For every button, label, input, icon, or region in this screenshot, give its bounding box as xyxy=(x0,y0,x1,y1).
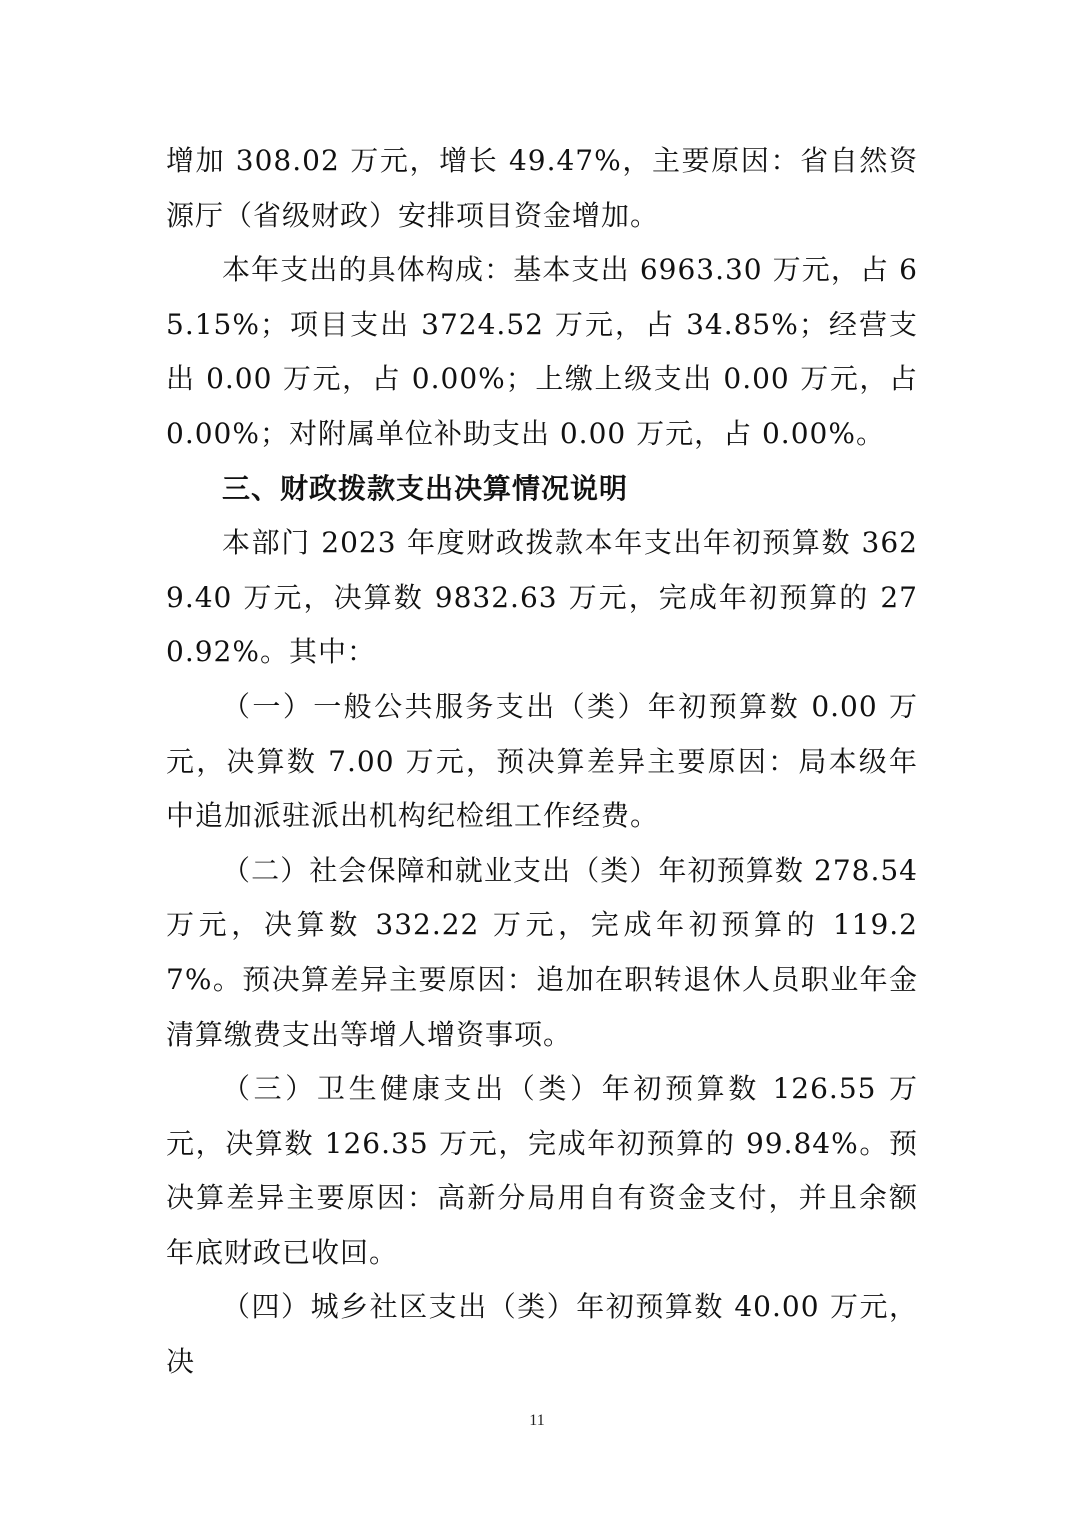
body-text xyxy=(166,134,918,1390)
paragraph-item-1: （一）一般公共服务支出（类）年初预算数 0.00 万元，决算数 7.00 万元，预决算差异主要原因：局本级年中追加派驻派出机构纪检组工作经费。 xyxy=(166,689,918,833)
paragraph-item-2: （二）社会保障和就业支出（类）年初预算数 278.54 万元，决算数 332.22 万元，完成年初预算的 119.27%。预决算差异主要原因：追加在职转退休人员职业年金清算缴费支出等增人增资事项。 xyxy=(166,853,918,1051)
paragraph-expenditure-composition: 本年支出的具体构成：基本支出 6963.30 万元，占 65.15%；项目支出 3724.52 万元，占 34.85%；经营支出 0.00 万元，占 0.00%；上缴上级支出 0.00 万元，占 0.00%；对附属单位补助支出 0.00 万元，占 0.00%。 xyxy=(166,253,918,450)
paragraph-item-4: （四）城乡社区支出（类）年初预算数 40.00 万元，决 xyxy=(166,1290,918,1379)
paragraph-continuation: 增加 308.02 万元，增长 49.47%，主要原因：省自然资源厅（省级财政）安排项目资金增加。 xyxy=(166,144,918,232)
paragraph-item-3: （三）卫生健康支出（类）年初预算数 126.55 万元，决算数 126.35 万元，完成年初预算的 99.84%。预决算差异主要原因：高新分局用自有资金支付，并且余额年底财政已收回。 xyxy=(166,1072,918,1269)
section-heading: 三、财政拨款支出决算情况说明 xyxy=(222,471,629,505)
paragraph-appropriation-summary: 本部门 2023 年度财政拨款本年支出年初预算数 3629.40 万元，决算数 9832.63 万元，完成年初预算的 270.92%。其中： xyxy=(166,526,918,669)
page-number: 11 xyxy=(529,1412,545,1429)
